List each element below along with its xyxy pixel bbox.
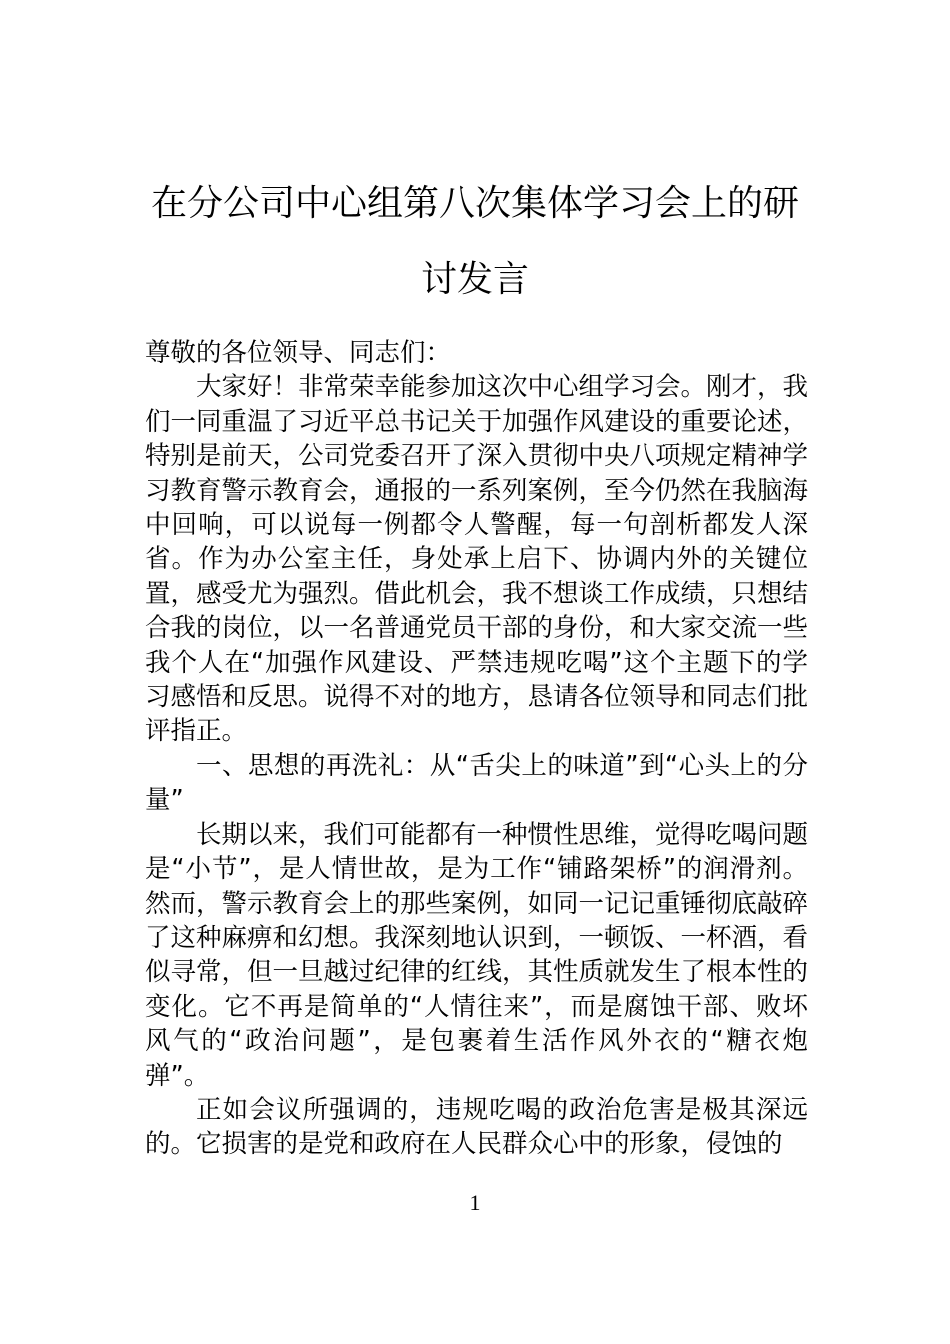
title-line-1: 在分公司中心组第八次集体学习会上的研 (150, 183, 799, 224)
page-number: 1 (469, 1190, 481, 1215)
salutation: 尊敬的各位领导、同志们： (145, 338, 452, 368)
paragraph-section-1: 长期以来，我们可能都有一种惯性思维，觉得吃喝问题是“小节”，是人情世故，是为工作“铺路架桥”的润滑剂。然而，警示教育会上的那些案例，如同一记记重锤彻底敲碎了这种麻痹和幻想。我深刻地认识到，一顿饭、一杯酒，看似寻常，但一旦越过纪律的红线，其性质就发生了根本性的变化。它不再是简单的“人情往来”，而是腐蚀干部、败坏风气的“政治问题”，是包裹着生活作风外衣的“糖衣炮弹”。 (145, 819, 809, 1091)
title-line-2: 讨发言 (420, 259, 529, 300)
document-body (145, 336, 808, 1162)
document-title (140, 166, 810, 318)
section-heading: 一、思想的再洗礼：从“舌尖上的味道”到“心头上的分量” (145, 750, 808, 816)
paragraph-section-2: 正如会议所强调的，违规吃喝的政治危害是极其深远的。它损害的是党和政府在人民群众心中的形象，侵蚀的 (145, 1094, 808, 1160)
paragraph-opening: 大家好！非常荣幸能参加这次中心组学习会。刚才，我们一同重温了习近平总书记关于加强作风建设的重要论述，特别是前天，公司党委召开了深入贯彻中央八项规定精神学习教育警示教育会，通报的一系列案例，至今仍然在我脑海中回响，可以说每一例都令人警醒，每一句剖析都发人深省。作为办公室主任，身处承上启下、协调内外的关键位置，感受尤为强烈。借此机会，我不想谈工作成绩，只想结合我的岗位，以一名普通党员干部的身份，和大家交流一些我个人在“加强作风建设、严禁违规吃喝”这个主题下的学习感悟和反思。说得不对的地方，恳请各位领导和同志们批评指正。 (145, 372, 809, 747)
